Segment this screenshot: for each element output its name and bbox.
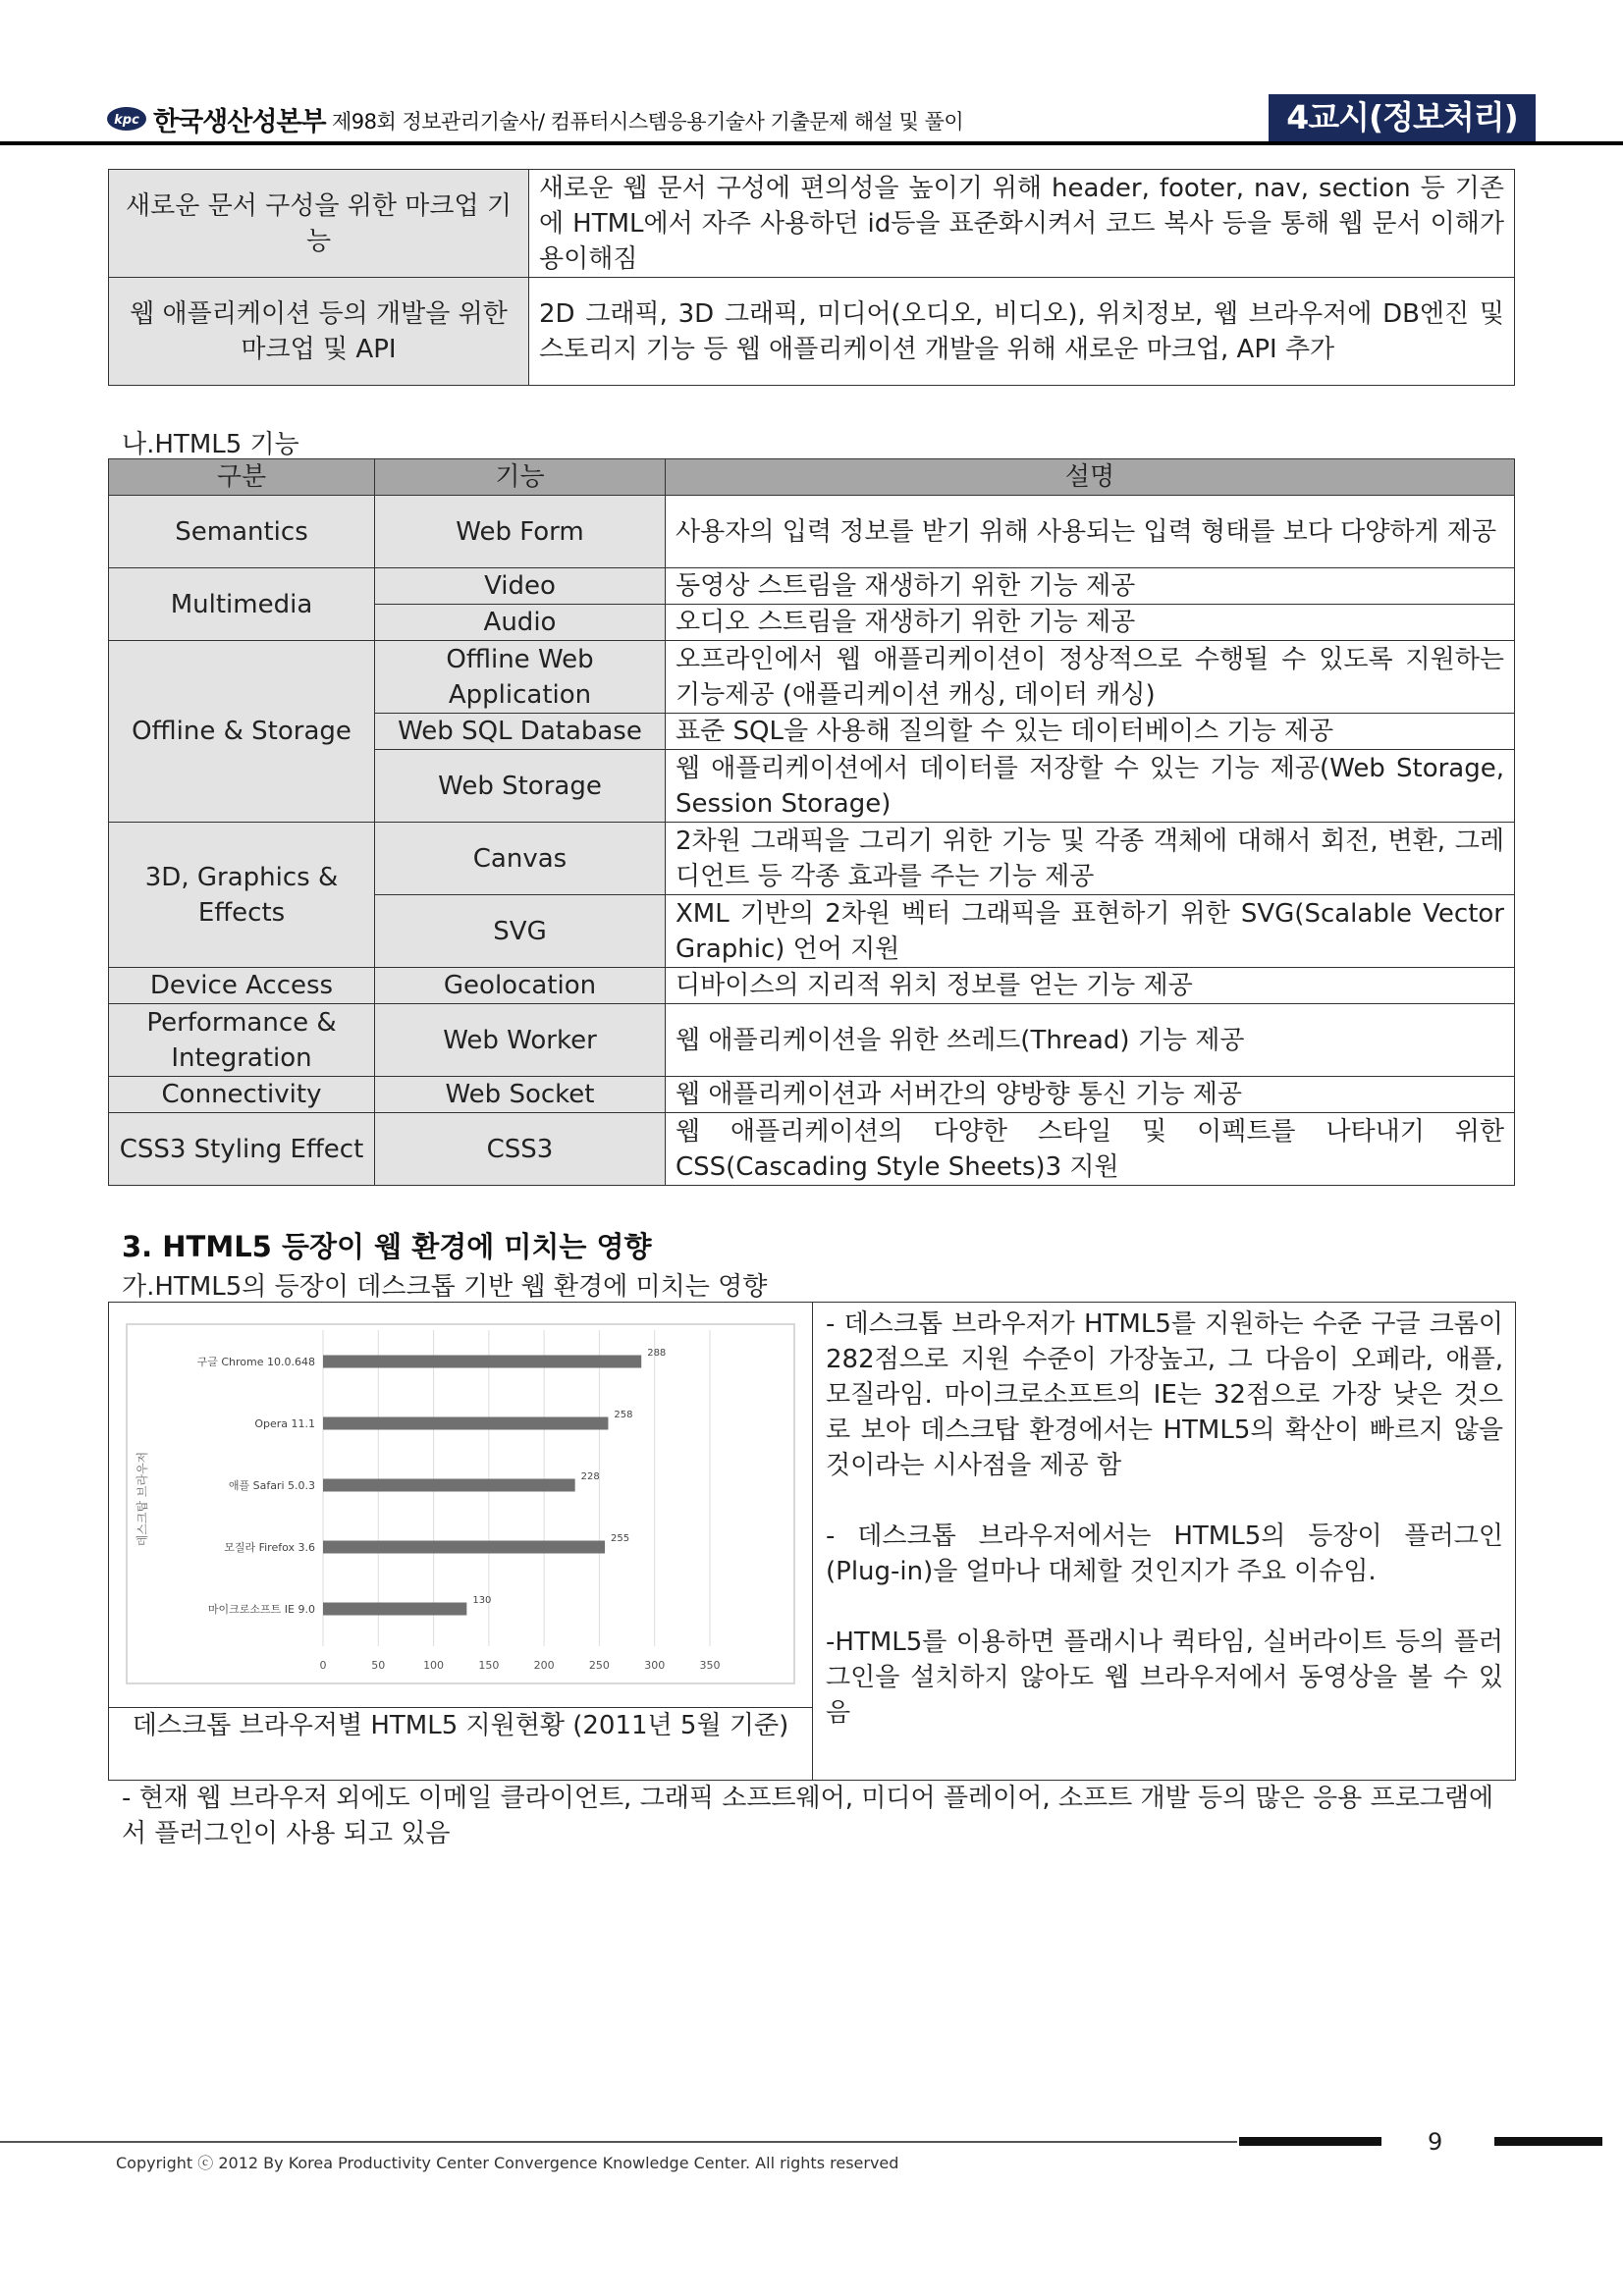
category-cell: Semantics <box>109 496 375 568</box>
feature-cell: Web Socket <box>375 1077 666 1113</box>
table-row <box>109 641 1515 714</box>
feature-cell: Web Worker <box>375 1004 666 1077</box>
category-label: 애플 Safari 5.0.3 <box>228 1479 315 1492</box>
feature-cell: Web Form <box>375 496 666 568</box>
box-paragraph: -HTML5를 이용하면 플래시나 퀵타임, 실버라이트 등의 플러그인을 설치하지 않아도 웹 브라우저에서 동영상을 볼 수 있음 <box>826 1628 1503 1728</box>
category-cell: Connectivity <box>109 1077 375 1113</box>
table-row <box>109 1077 1515 1113</box>
value-label: 228 <box>580 1471 600 1482</box>
table-row <box>109 568 1515 605</box>
value-label: 130 <box>472 1595 492 1606</box>
desc-cell: 오디오 스트림을 재생하기 위한 기능 제공 <box>666 605 1515 641</box>
y-axis-label: 데스크탑 브라우저 <box>135 1451 149 1547</box>
table-row <box>109 1113 1515 1186</box>
document-title: 제98회 정보관리기술사/ 컴퓨터시스템응용기술사 기출문제 해설 및 풀이 <box>332 110 964 133</box>
section-ga-title: 가.HTML5의 등장이 데스크톱 기반 웹 환경에 미치는 영향 <box>122 1272 768 1302</box>
x-tick-label: 300 <box>644 1659 666 1672</box>
desc-cell: 웹 애플리케이션과 서버간의 양방향 통신 기능 제공 <box>666 1077 1515 1113</box>
x-tick-label: 100 <box>423 1659 445 1672</box>
feature-cell: Canvas <box>375 823 666 895</box>
desc-cell: 웹 애플리케이션에서 데이터를 저장할 수 있는 기능 제공(Web Storage, Session Storage) <box>666 750 1515 823</box>
footer-bar <box>1239 2137 1381 2146</box>
table-header-row <box>109 459 1515 496</box>
row-desc: 새로운 웹 문서 구성에 편의성을 높이기 위해 header, footer, nav, section 등 기존에 HTML에서 자주 사용하던 id등을 표준화시켜서 코드 복사 등을 통해 웹 문서 이해가 용이해짐 <box>529 170 1515 278</box>
bar <box>323 1541 605 1554</box>
bar <box>323 1603 466 1616</box>
category-cell: Device Access <box>109 968 375 1004</box>
kpc-logo-icon <box>106 106 147 132</box>
category-cell: CSS3 Styling Effect <box>109 1113 375 1186</box>
box-text <box>826 1307 1503 1731</box>
feature-cell: Offline Web Application <box>375 641 666 714</box>
row-desc: 2D 그래픽, 3D 그래픽, 미디어(오디오, 비디오), 위치정보, 웹 브라우저에 DB엔진 및 스토리지 기능 등 웹 애플리케이션 개발을 위해 새로운 마크업, API 추가 <box>529 278 1515 386</box>
x-tick-label: 350 <box>699 1659 721 1672</box>
value-label: 288 <box>647 1348 667 1359</box>
footer-bar <box>1494 2137 1602 2146</box>
desc-cell: 2차원 그래픽을 그리기 위한 기능 및 각종 객체에 대해서 회전, 변환, 그레디언트 등 각종 효과를 주는 기능 제공 <box>666 823 1515 895</box>
browser-chart <box>109 1303 812 1707</box>
category-cell: Offline & Storage <box>109 641 375 823</box>
feature-cell: SVG <box>375 895 666 968</box>
org-name: 한국생산성본부 <box>153 107 326 137</box>
category-label: 모질라 Firefox 3.6 <box>224 1541 315 1554</box>
svg-text:kpc: kpc <box>114 113 139 128</box>
feature-cell: Web Storage <box>375 750 666 823</box>
box-paragraph: - 데스크톱 브라우저에서는 HTML5의 등장이 플러그인(Plug-in)을 얼마나 대체할 것인지가 주요 이슈임. <box>826 1522 1503 1586</box>
table-row <box>109 1004 1515 1077</box>
section-na-title: 나.HTML5 기능 <box>122 430 299 459</box>
feature-cell: CSS3 <box>375 1113 666 1186</box>
copyright: Copyright ⓒ 2012 By Korea Productivity Center Convergence Knowledge Center. All rights reserved <box>116 2154 899 2172</box>
value-label: 255 <box>611 1533 630 1544</box>
table-row <box>109 968 1515 1004</box>
table-row <box>109 823 1515 895</box>
x-tick-label: 0 <box>319 1659 327 1672</box>
features-table <box>108 458 1515 1186</box>
header-rule <box>0 141 1623 145</box>
category-cell: Multimedia <box>109 568 375 641</box>
desc-cell: 오프라인에서 웹 애플리케이션이 정상적으로 수행될 수 있도록 지원하는 기능제공 (애플리케이션 캐싱, 데이터 캐싱) <box>666 641 1515 714</box>
category-label: Opera 11.1 <box>254 1417 315 1430</box>
category-label: 구글 Chrome 10.0.648 <box>196 1356 315 1368</box>
x-tick-label: 150 <box>478 1659 500 1672</box>
session-badge: 4교시(정보처리) <box>1269 94 1536 141</box>
x-tick-label: 250 <box>588 1659 610 1672</box>
table-row <box>109 170 1515 278</box>
section-3-title: 3. HTML5 등장이 웹 환경에 미치는 영향 <box>122 1230 652 1263</box>
col-header: 설명 <box>666 459 1515 496</box>
x-tick-label: 200 <box>533 1659 555 1672</box>
markup-table <box>108 169 1515 386</box>
desc-cell: XML 기반의 2차원 벡터 그래픽을 표현하기 위한 SVG(Scalable Vector Graphic) 언어 지원 <box>666 895 1515 968</box>
bar <box>323 1417 608 1430</box>
desc-cell: 사용자의 입력 정보를 받기 위해 사용되는 입력 형태를 보다 다양하게 제공 <box>666 496 1515 568</box>
desc-cell: 디바이스의 지리적 위치 정보를 얻는 기능 제공 <box>666 968 1515 1004</box>
category-cell: Performance & Integration <box>109 1004 375 1077</box>
row-label: 웹 애플리케이션 등의 개발을 위한 마크업 및 API <box>109 278 529 386</box>
chart-caption: 데스크톱 브라우저별 HTML5 지원현황 (2011년 5월 기준) <box>109 1707 813 1781</box>
col-header: 구분 <box>109 459 375 496</box>
desc-cell: 표준 SQL을 사용해 질의할 수 있는 데이터베이스 기능 제공 <box>666 714 1515 750</box>
page-header <box>0 0 1623 149</box>
feature-cell: Video <box>375 568 666 605</box>
category-label: 마이크로소프트 IE 9.0 <box>207 1603 315 1616</box>
desc-cell: 동영상 스트림을 재생하기 위한 기능 제공 <box>666 568 1515 605</box>
col-header: 기능 <box>375 459 666 496</box>
bar <box>323 1479 575 1492</box>
desc-cell: 웹 애플리케이션의 다양한 스타일 및 이펙트를 나타내기 위한 CSS(Cascading Style Sheets)3 지원 <box>666 1113 1515 1186</box>
browser-support-box <box>108 1302 1516 1781</box>
footer-rule <box>0 2141 1237 2143</box>
box-paragraph: - 데스크톱 브라우저가 HTML5를 지원하는 수준 구글 크롬이 282점으로 지원 수준이 가장높고, 그 다음이 오페라, 애플, 모질라임. 마이크로소프트의 IE는 32점으로 가장 낮은 것으로 보아 데스크탑 환경에서는 HTML5의 확산이 빠르지 않을 것이라는 시사점을 제공 함 <box>826 1309 1503 1480</box>
desc-cell: 웹 애플리케이션을 위한 쓰레드(Thread) 기능 제공 <box>666 1004 1515 1077</box>
bar <box>323 1356 641 1368</box>
feature-cell: Web SQL Database <box>375 714 666 750</box>
chart-cell <box>109 1303 813 1707</box>
category-cell: 3D, Graphics & Effects <box>109 823 375 968</box>
value-label: 258 <box>614 1410 633 1420</box>
feature-cell: Audio <box>375 605 666 641</box>
page-number: 9 <box>1428 2128 1443 2156</box>
row-label: 새로운 문서 구성을 위한 마크업 기능 <box>109 170 529 278</box>
feature-cell: Geolocation <box>375 968 666 1004</box>
x-tick-label: 50 <box>371 1659 386 1672</box>
chart-frame <box>127 1324 794 1683</box>
table-row <box>109 496 1515 568</box>
table-row <box>109 278 1515 386</box>
plugin-note: - 현재 웹 브라우저 외에도 이메일 클라이언트, 그래픽 소프트웨어, 미디어 플레이어, 소프트 개발 등의 많은 응용 프로그램에서 플러그인이 사용 되고 있음 <box>122 1784 1494 1848</box>
